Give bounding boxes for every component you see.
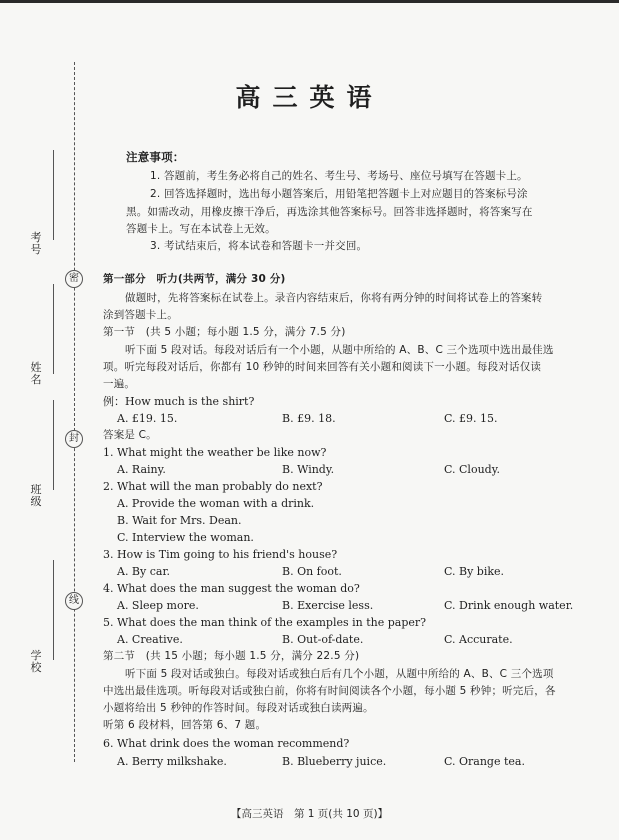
seal-circle-mi: 密 [65,270,83,288]
q5-option-b[interactable]: B. Out-of-date. [282,633,364,646]
seal-circle-feng: 封 [65,430,83,448]
exam-number-underline [53,150,54,240]
notice-line: 1. 答题前，考生务必将自己的姓名、考生号、考场号、座位号填写在答题卡上。 [150,170,528,182]
class-label: 班级 [30,483,42,508]
example-option-b: B. £9. 18. [282,412,336,425]
q3-option-b[interactable]: B. On foot. [282,565,342,578]
notice-line: 2. 回答选择题时，选出每小题答案后，用铅笔把答题卡上对应题目的答案标号涂 [150,188,528,200]
school-label: 学校 [30,649,42,674]
q2-option-a[interactable]: A. Provide the woman with a drink. [117,497,315,510]
q6-option-c[interactable]: C. Orange tea. [444,755,525,768]
q4-option-b[interactable]: B. Exercise less. [282,599,374,612]
notice-line: 答题卡上。写在本试卷上无效。 [126,223,276,235]
section2-instructions: 听下面 5 段对话或独白。每段对话或独白后有几个小题，从题中所给的 A、B、C 三个选项 [125,668,554,680]
section1-heading: 第一节 (共 5 小题；每小题 1.5 分，满分 7.5 分) [103,326,346,338]
q5-option-a[interactable]: A. Creative. [117,633,183,646]
material-instruction: 听第 6 段材料，回答第 6、7 题。 [103,719,267,731]
q4-option-a[interactable]: A. Sleep more. [117,599,199,612]
page-title: 高三英语 [235,83,384,112]
question-4: 4. What does the man suggest the woman do? [103,582,360,595]
question-2: 2. What will the man probably do next? [103,480,323,493]
example-option-c: C. £9. 15. [444,412,498,425]
example-answer: 答案是 C。 [103,429,157,441]
page-footer: 【高三英语 第 1 页(共 10 页)】 [230,808,389,820]
q1-option-b[interactable]: B. Windy. [282,463,335,476]
section1-instructions: 项。听完每段对话后，你都有 10 秒钟的时间来回答有关小题和阅读下一小题。每段对话仅读 [103,361,542,373]
section1-instructions: 听下面 5 段对话。每段对话后有一个小题，从题中所给的 A、B、C 三个选项中选出最佳选 [125,344,554,356]
top-border [0,0,619,3]
part1-intro: 做题时，先将答案标在试卷上。录音内容结束后，你将有两分钟的时间将试卷上的答案转 [125,292,543,304]
seal-circle-xian: 线 [65,592,83,610]
notice-line: 黑。如需改动，用橡皮擦干净后，再选涂其他答案标号。回答非选择题时，将答案写在 [126,206,533,218]
section1-instructions: 一遍。 [103,378,136,390]
class-underline [53,400,54,490]
q5-option-c[interactable]: C. Accurate. [444,633,513,646]
q1-option-c[interactable]: C. Cloudy. [444,463,500,476]
notice-line: 3. 考试结束后，将本试卷和答题卡一并交回。 [150,240,368,252]
part1-heading: 第一部分 听力(共两节，满分 30 分) [103,273,286,285]
q3-option-a[interactable]: A. By car. [117,565,170,578]
q6-option-b[interactable]: B. Blueberry juice. [282,755,387,768]
q2-option-b[interactable]: B. Wait for Mrs. Dean. [117,514,242,527]
example-question: 例：How much is the shirt? [103,395,255,408]
notice-heading: 注意事项： [126,150,185,164]
example-option-a: A. £19. 15. [117,412,178,425]
q4-option-c[interactable]: C. Drink enough water. [444,599,574,612]
question-6: 6. What drink does the woman recommend? [103,737,350,750]
section2-heading: 第二节 (共 15 小题；每小题 1.5 分，满分 22.5 分) [103,650,360,662]
name-label: 姓名 [30,361,42,386]
q3-option-c[interactable]: C. By bike. [444,565,505,578]
section2-instructions: 小题将给出 5 秒钟的作答时间。每段对话或独白读两遍。 [103,702,374,714]
part1-intro: 涂到答题卡上。 [103,309,178,321]
question-3: 3. How is Tim going to his friend's house? [103,548,338,561]
q1-option-a[interactable]: A. Rainy. [117,463,166,476]
section2-instructions: 中选出最佳选项。听每段对话或独白前，你将有时间阅读各个小题，每小题 5 秒钟；听完后，各 [103,685,556,697]
name-underline [53,284,54,374]
question-5: 5. What does the man think of the examples in the paper? [103,616,427,629]
binding-dashed-line [74,62,75,762]
question-1: 1. What might the weather be like now? [103,446,327,459]
q6-option-a[interactable]: A. Berry milkshake. [117,755,227,768]
q2-option-c[interactable]: C. Interview the woman. [117,531,254,544]
school-underline [53,560,54,660]
exam-number-label: 考号 [30,231,42,256]
